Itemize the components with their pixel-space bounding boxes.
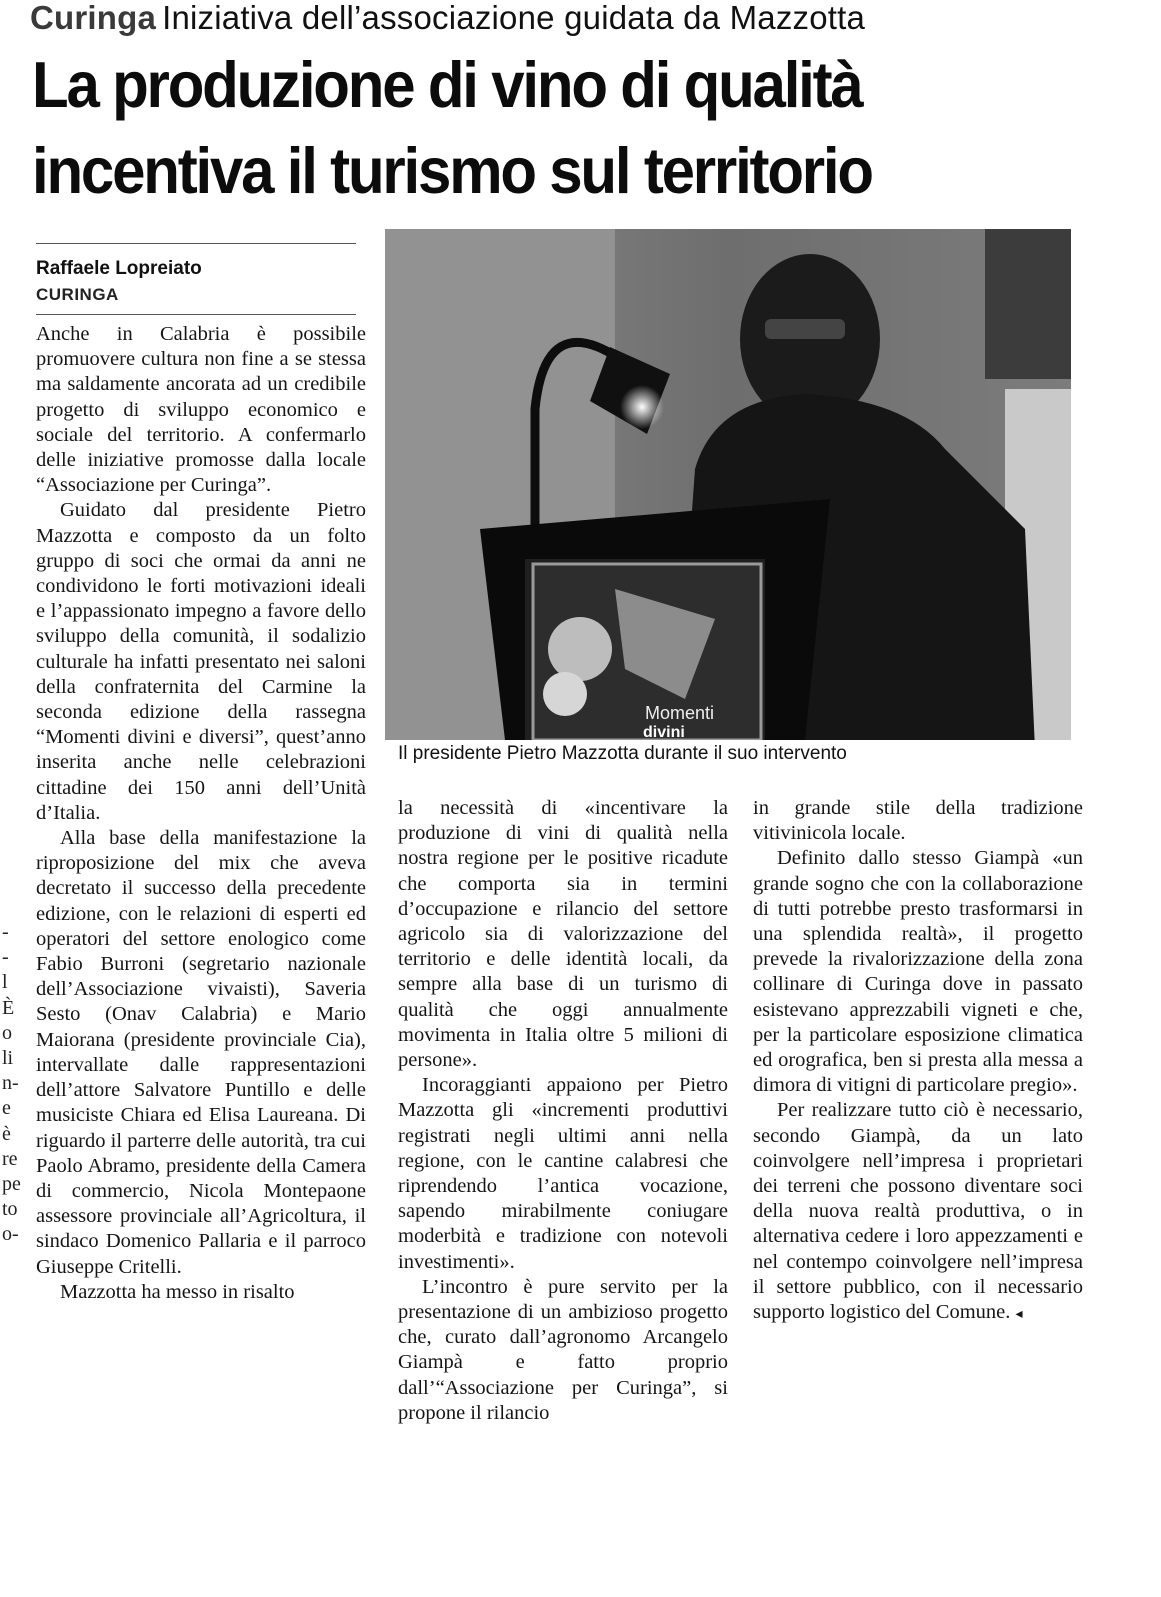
edge-fragment: to (2, 1198, 18, 1221)
edge-fragment: re (2, 1147, 18, 1170)
edge-fragment: È (2, 996, 15, 1019)
paragraph (753, 1098, 1083, 1327)
text-column-1 (36, 322, 366, 1305)
article-photo (385, 229, 1071, 740)
paragraph: Definito dallo stesso Giampà «un grande sogno che con la collaborazione di tutti potrebbe presto trasformarsi in una splendida realtà», il progetto prevede la rivalorizzazione della zona collinare di Curinga dove in passato esistevano apprezzabili vigneti e che, per la particolare esposizione climatica ed orografica, ben si presta alla messa a dimora di vitigni di particolare pregio». (753, 847, 1083, 1097)
paragraph: Incoraggianti appaiono per Pietro Mazzotta gli «incrementi produttivi registrati negli ultimi anni nella regione, con le cantine calabresi che riprendendo l’antica vocazione, sapendo mirabilmente coniugare moderbità e tradizione con notevoli investimenti». (398, 1074, 728, 1273)
edge-fragment: o- (2, 1223, 19, 1246)
kicker-line (30, 0, 1090, 36)
headline-line-2: incentiva il turismo sul territorio (32, 134, 872, 208)
edge-fragment: - (2, 921, 9, 943)
kicker-text: Iniziativa dell’associazione guidata da Mazzotta (162, 0, 866, 36)
podium-poster-icon (533, 564, 761, 740)
paragraph: Anche in Calabria è possibile promuovere cultura non fine a se stessa ma saldamente ancorata ad un credibile progetto di sviluppo economico e sociale del territorio. A confermarlo delle iniziative promosse dalla locale “Associazione per Curinga”. (36, 323, 366, 497)
paragraph: Alla base della manifestazione la riproposizione del mix che aveva decretato il successo della precedente edizione, con le relazioni di esperti ed operatori del settore enologico come Fabio Burroni (segretario nazionale dell’Associazione vivaisti), Saveria Sesto (Onav Calabria) e Mario Maiorana (presidente provinciale Cia), intervallate dalle rappresentazioni dell’attore Salvatore Puntillo e delle musiciste Chiara ed Elisa Laureana. Di riguardo il parterre delle autorità, tra cui Paolo Abramo, presidente della Camera di commercio, Nicola Montepaone assessore provinciale all’Agricoltura, il sindaco Domenico Pallaria e il parroco Giuseppe Critelli. (36, 827, 366, 1278)
desk-lamp-icon (620, 385, 664, 429)
paragraph-text: Per realizzare tutto ciò è necessario, secondo Giampà, da un lato coinvolgere nell’impresa i proprietari dei terreni che possono diventare soci della nuova realtà produttiva, o in alternativa cedere i loro appezzamenti e nel contempo coinvolgere nell’impresa il settore pubblico, con il necessario supporto logistico del Comune. (753, 1099, 1083, 1324)
byline-rule-top (36, 243, 356, 244)
edge-fragment: n- (2, 1072, 19, 1095)
adjacent-column-fragments (2, 920, 21, 1247)
photo-caption: Il presidente Pietro Mazzotta durante il suo intervento (398, 743, 847, 764)
edge-fragment: - (2, 946, 9, 969)
paragraph: Guidato dal presidente Pietro Mazzotta e composto da un folto gruppo di soci che ormai da anni ne condividono le forti motivazioni ideali e l’appassionato impegno a favore dello sviluppo della comunità, il sodalizio culturale ha infatti presentato nei saloni della confraternita del Carmine la seconda edizione della rassegna “Momenti divini e diversi”, quest’anno inserita anche nelle celebrazioni cittadine dei 150 anni dell’Unità d’Italia. (36, 499, 366, 824)
byline-rule-bottom (36, 314, 356, 315)
text-column-2 (398, 796, 728, 1426)
headline-line-1: La produzione di vino di qualità (32, 48, 862, 121)
byline-place: CURINGA (36, 285, 119, 304)
poster-text-2: divini (643, 724, 685, 740)
paragraph: Mazzotta ha messo in risalto (60, 1280, 295, 1303)
kicker-place: Curinga (30, 0, 157, 36)
poster-text-1: Momenti (645, 703, 715, 723)
paragraph: in grande stile della tradizione vitivinicola locale. (753, 797, 1083, 845)
paragraph: la necessità di «incentivare la produzione di vini di qualità nella nostra regione per le positive ricadute che comporta sia in termini d’occupazione e rilancio del settore agricolo sia di valorizzazione del territorio e delle identità locali, da sempre alla base di un turismo di qualità che oggi annualmente movimenta in Italia oltre 5 milioni di persone». (398, 797, 728, 1072)
edge-fragment: e (2, 1097, 11, 1120)
speaker-at-podium-image (385, 229, 1071, 740)
end-mark-icon: ◂ (1015, 1307, 1023, 1323)
paragraph: L’incontro è pure servito per la presentazione di un ambizioso progetto che, curato dall’agronomo Arcangelo Giampà e fatto proprio dall’“Associazione per Curinga”, si propone il rilancio (398, 1275, 728, 1424)
edge-fragment: l (2, 971, 8, 994)
byline (36, 256, 366, 308)
byline-author: Raffaele Lopreiato (36, 258, 202, 279)
edge-fragment: è (2, 1122, 11, 1145)
edge-fragment: li (2, 1046, 14, 1069)
text-column-3 (753, 796, 1083, 1327)
edge-fragment: pe (2, 1172, 21, 1195)
headline (32, 42, 1132, 215)
edge-fragment: o (2, 1021, 12, 1044)
